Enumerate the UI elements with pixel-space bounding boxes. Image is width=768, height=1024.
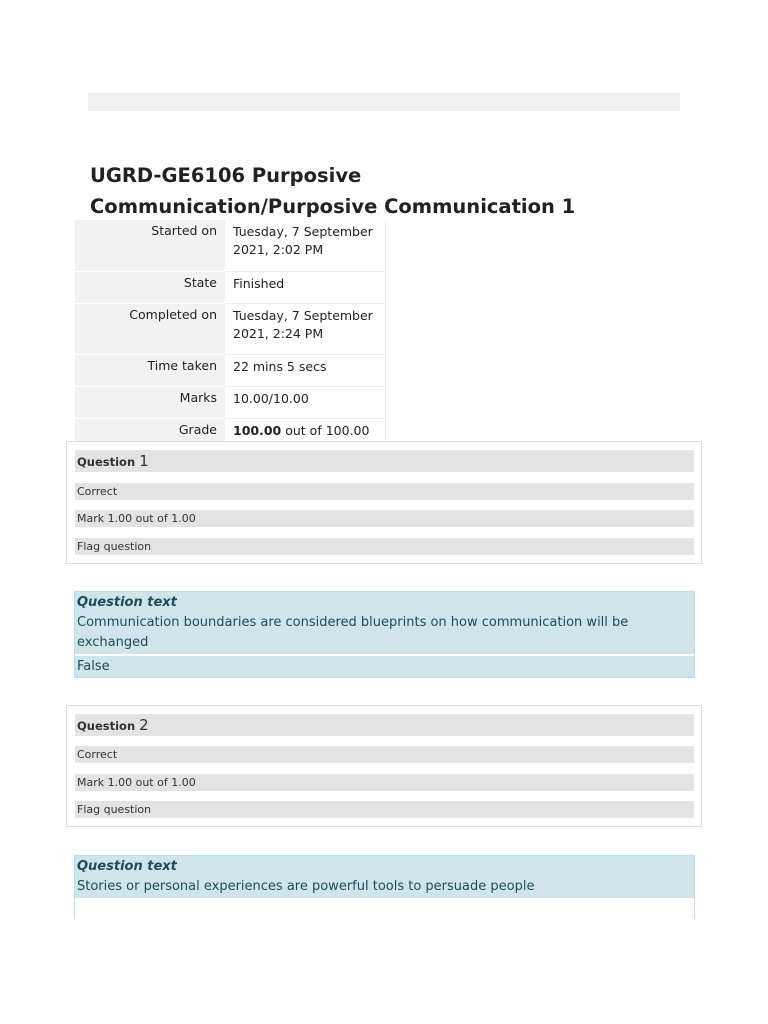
- started-on-value: Tuesday, 7 September 2021, 2:02 PM: [225, 220, 386, 271]
- marks-label: Marks: [75, 386, 225, 418]
- question-2-header: [75, 714, 694, 736]
- question-2-number: 2: [139, 716, 149, 734]
- attempt-summary-table: [75, 220, 386, 451]
- question-2-mark: Mark 1.00 out of 1.00: [75, 774, 694, 791]
- question-1-text-band: [75, 592, 694, 654]
- question-1-text-label: Question text: [77, 595, 177, 610]
- summary-row-completed: [75, 303, 386, 354]
- question-1-number: 1: [139, 452, 149, 470]
- top-bar: [88, 93, 680, 111]
- summary-row-state: [75, 271, 386, 303]
- grade-out-of: out of 100.00: [281, 422, 370, 438]
- question-2-text: Stories or personal experiences are powerful tools to persuade people: [77, 879, 535, 894]
- question-2-status: Correct: [75, 746, 694, 763]
- question-2-info: [66, 705, 702, 827]
- question-2-text-band: [75, 856, 694, 898]
- summary-row-time: [75, 354, 386, 386]
- question-2-flag-button[interactable]: Flag question: [75, 801, 694, 818]
- completed-on-label: Completed on: [75, 303, 225, 354]
- question-1-text-box: [74, 591, 695, 678]
- summary-row-started: [75, 220, 386, 271]
- marks-value: 10.00/10.00: [225, 386, 386, 418]
- grade-score: 100.00: [233, 422, 282, 438]
- question-1-heading: Question: [77, 455, 140, 469]
- grade-label: Grade: [75, 418, 225, 450]
- question-1-info: [66, 441, 702, 564]
- question-1-status: Correct: [75, 483, 694, 500]
- question-2-text-box: [74, 855, 695, 919]
- question-1-flag-button[interactable]: Flag question: [75, 538, 694, 555]
- time-taken-label: Time taken: [75, 354, 225, 386]
- summary-row-marks: [75, 386, 386, 418]
- state-label: State: [75, 271, 225, 303]
- question-1-answer: False: [75, 656, 694, 677]
- question-1-text: Communication boundaries are considered blueprints on how communication will be exchanged: [77, 615, 629, 650]
- question-1-mark: Mark 1.00 out of 1.00: [75, 510, 694, 527]
- started-on-label: Started on: [75, 220, 225, 271]
- question-2-heading: Question: [77, 719, 140, 733]
- question-1-header: [75, 450, 694, 472]
- question-2-text-label: Question text: [77, 859, 177, 874]
- state-value: Finished: [225, 271, 386, 303]
- page-title: UGRD-GE6106 Purposive Communication/Purposive Communication 1: [90, 164, 576, 218]
- completed-on-value: Tuesday, 7 September 2021, 2:24 PM: [225, 303, 386, 354]
- time-taken-value: 22 mins 5 secs: [225, 354, 386, 386]
